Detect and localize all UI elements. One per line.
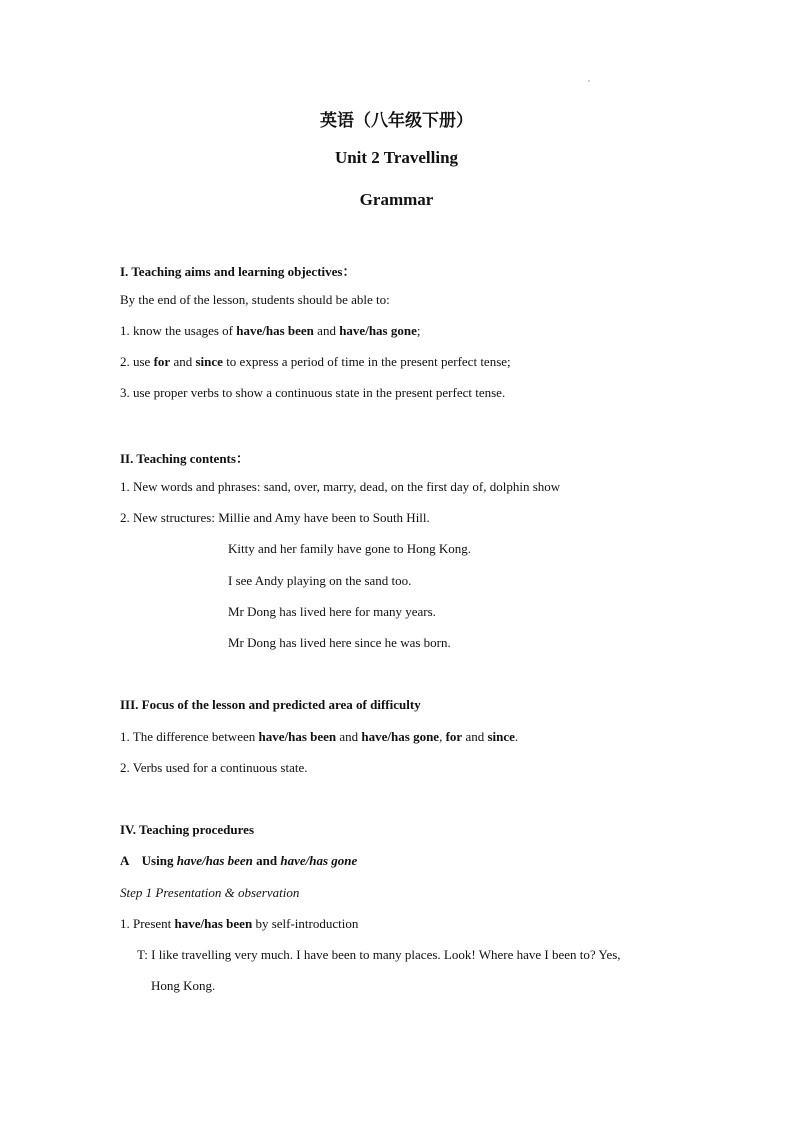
part1-intro: By the end of the lesson, students should be able to:: [120, 292, 390, 307]
text-run: and: [462, 729, 488, 744]
text-run: .: [514, 729, 519, 744]
text-run: and: [313, 323, 340, 338]
part1-heading: I. Teaching aims and learning objectives：: [120, 264, 356, 279]
bold-term: for: [445, 729, 463, 744]
bold-term: have/has gone: [339, 323, 417, 338]
present-line: [120, 916, 358, 932]
bold-term: for: [153, 354, 171, 369]
part3-item-1: [120, 729, 518, 745]
text-run: by self-introduction: [252, 916, 359, 931]
section-title: Grammar: [359, 190, 434, 209]
text-run: 1. Present: [120, 916, 175, 931]
part2-heading: II. Teaching contents：: [120, 451, 249, 466]
bold-term: have/has gone: [361, 729, 440, 744]
part1-item-1: [120, 323, 420, 339]
bold-term: have/has been: [236, 323, 314, 338]
part1-item-2: [120, 354, 511, 370]
structure-example: Mr Dong has lived here since he was born.: [228, 635, 451, 650]
text-run: ,: [439, 729, 446, 744]
structure-example: I see Andy playing on the sand too.: [228, 573, 412, 588]
teacher-line-1: T: I like travelling very much. I have been to many places. Look! Where have I been to? Yes,: [137, 947, 621, 962]
part4-sub-a: [120, 853, 357, 869]
text-run: A Using: [120, 853, 177, 868]
bold-term: have/has been: [174, 916, 253, 931]
text-run: 2. use: [120, 354, 154, 369]
bold-term: since: [487, 729, 515, 744]
scan-speck: [588, 80, 590, 82]
italic-term: have/has gone: [280, 853, 358, 868]
part3-heading: III. Focus of the lesson and predicted area of difficulty: [120, 697, 421, 712]
text-run: and: [252, 853, 281, 868]
text-run: and: [336, 729, 362, 744]
part2-item-2: 2. New structures: Millie and Amy have been to South Hill.: [120, 510, 430, 525]
text-run: ;: [416, 323, 421, 338]
structure-example: Kitty and her family have gone to Hong Kong.: [228, 541, 471, 556]
bold-term: have/has been: [258, 729, 337, 744]
part4-heading: IV. Teaching procedures: [120, 822, 255, 837]
text-run: and: [170, 354, 196, 369]
part3-item-2: 2. Verbs used for a continuous state.: [120, 760, 308, 775]
unit-title: Unit 2 Travelling: [334, 148, 459, 167]
teacher-line-2: Hong Kong.: [151, 978, 216, 993]
part1-item-3: 3. use proper verbs to show a continuous state in the present perfect tense.: [120, 385, 506, 400]
structure-example: Mr Dong has lived here for many years.: [228, 604, 436, 619]
text-run: 1. The difference between: [120, 729, 259, 744]
text-run: 1. know the usages of: [120, 323, 237, 338]
text-run: to express a period of time in the present perfect tense;: [222, 354, 511, 369]
bold-term: since: [195, 354, 223, 369]
document-title-cn: 英语（八年级下册）: [320, 111, 473, 130]
part2-item-1: 1. New words and phrases: sand, over, marry, dead, on the first day of, dolphin show: [120, 479, 561, 494]
italic-term: have/has been: [176, 853, 253, 868]
step-1-heading: Step 1 Presentation & observation: [120, 885, 300, 900]
